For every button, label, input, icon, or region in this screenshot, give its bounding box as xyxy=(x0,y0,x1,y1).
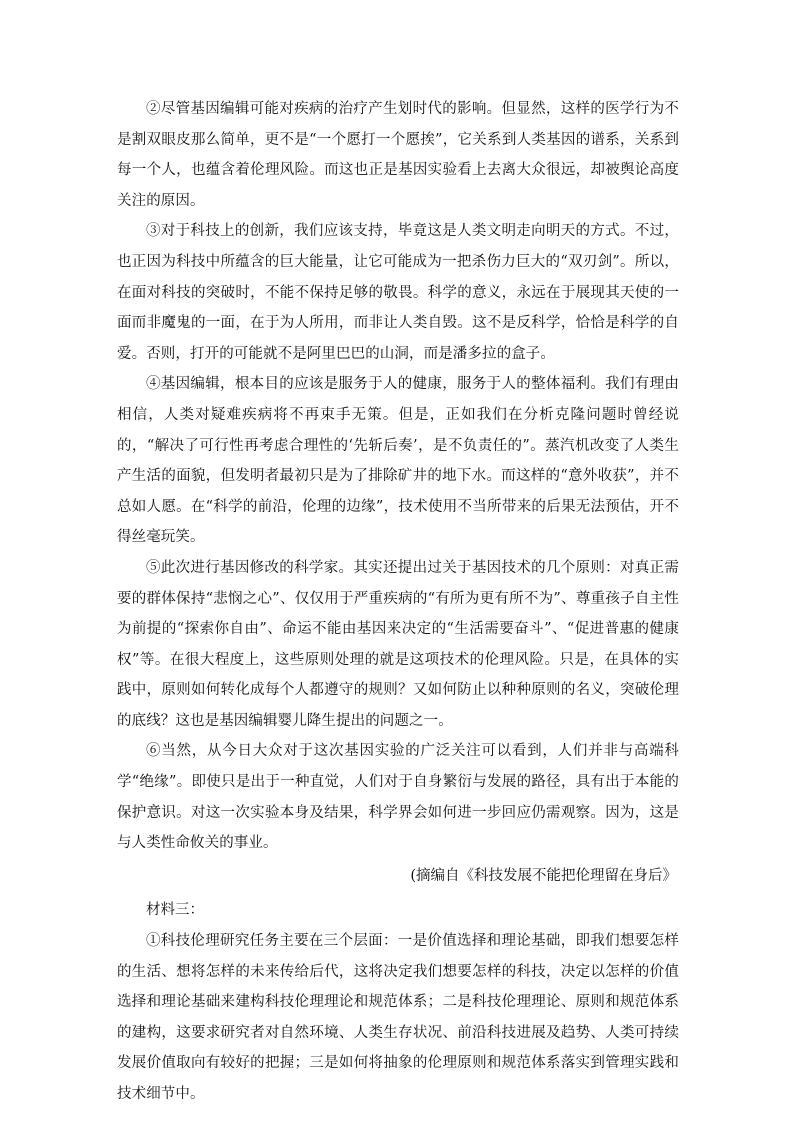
material-three-paragraph-1: ①科技伦理研究任务主要在三个层面：一是价值选择和理论基础，即我们想要怎样的生活、想将怎样的未来传给后代，这将决定我们想要怎样的科技，决定以怎样的价值选择和理论基础来建构科技伦理理论和规范体系；二是科技伦理理论、原则和规范体系的建构，这要求研究者对自然环境、人类生存状况、前沿科技进展及趋势、人类可持续发展价值取向有较好的把握；三是如何将抽象的伦理原则和规范体系落实到管理实践和技术细节中。 xyxy=(117,933,679,1102)
document-body xyxy=(117,94,679,1110)
paragraph-6: ⑥当然，从今日大众对于这次基因实验的广泛关注可以看到，人们并非与高端科学“绝缘”。即使只是出于一种直觉，人们对于自身繁衍与发展的路径，具有出于本能的保护意识。对这一次实验本身及结果，科学界会如何进一步回应仍需观察。因为，这是与人类性命攸关的事业。 xyxy=(117,743,679,852)
source-citation: (摘编自《科技发展不能把伦理留在身后》 xyxy=(410,867,677,884)
paragraph-3: ③对于科技上的创新，我们应该支持，毕竟这是人类文明走向明天的方式。不过，也正因为科技中所蕴含的巨大能量，让它可能成为一把杀伤力巨大的“双刃剑”。所以，在面对科技的突破时，不能不保持足够的敬畏。科学的意义，永远在于展现其天使的一面而非魔鬼的一面，在于为人所用，而非让人类自毁。这不是反科学，恰恰是科学的自爱。否则，打开的可能就不是阿里巴巴的山洞，而是潘多拉的盒子。 xyxy=(117,223,679,362)
paragraph-5: ⑤此次进行基因修改的科学家。其实还提出过关于基因技术的几个原则：对真正需要的群体保持“悲悯之心”、仅仅用于严重疾病的“有所为更有所不为”、尊重孩子自主性为前提的“探索你自由”、命运不能由基因来决定的“生活需要奋斗”、“促进普惠的健康权”等。在很大程度上，这些原则处理的就是这项技术的伦理风险。只是，在具体的实践中，原则如何转化成每个人都遵守的规则？又如何防止以种种原则的名义，突破伦理的底线？这也是基因编辑婴儿降生提出的问题之一。 xyxy=(117,559,679,729)
paragraph-4: ④基因编辑，根本目的应该是服务于人的健康，服务于人的整体福利。我们有理由相信，人类对疑难疾病将不再束手无策。但是，正如我们在分析克隆问题时曾经说的，“解决了可行性再考虑合理性的‘先斩后奏’，是不负责任的”。蒸汽机改变了人类生产生活的面貌，但发明者最初只是为了排除矿井的地下水。而这样的“意外收获”，并不总如人愿。在“科学的前沿，伦理的边缘”，技术使用不当所带来的后果无法预估，开不得丝毫玩笑。 xyxy=(117,376,679,546)
section-heading: 材料三： xyxy=(146,902,204,919)
paragraph-2: ②尽管基因编辑可能对疾病的治疗产生划时代的影响。但显然，这样的医学行为不是割双眼皮那么简单，更不是“一个愿打一个愿挨”，它关系到人类基因的谱系，关系到每一个人，也蕴含着伦理风险。而这也正是基因实验看上去离大众很远，却被舆论高度关注的原因。 xyxy=(117,101,679,209)
